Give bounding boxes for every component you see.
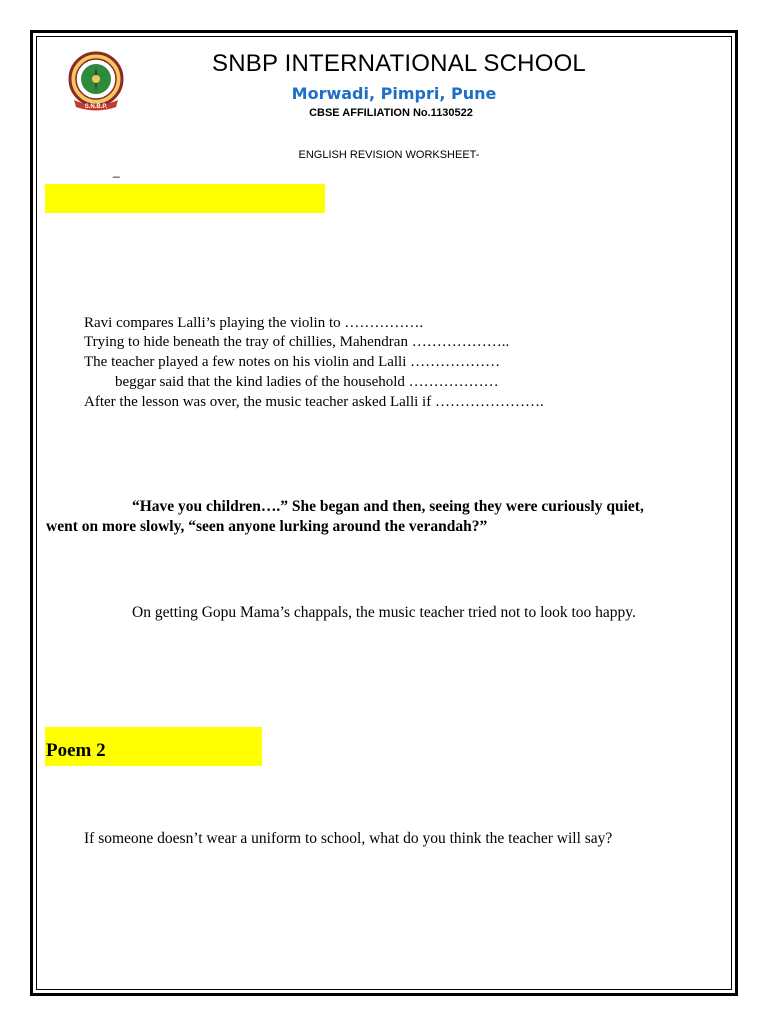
dash-mark: _ xyxy=(113,164,120,178)
quote-line-2: went on more slowly, “seen anyone lurking around the verandah?” xyxy=(46,518,488,535)
school-location: Morwadi, Pimpri, Pune xyxy=(291,84,497,103)
fill-blank-5: After the lesson was over, the music teacher asked Lalli if …………………. xyxy=(84,394,544,410)
school-name: SNBP INTERNATIONAL SCHOOL xyxy=(212,50,586,77)
fill-blank-3: The teacher played a few notes on his violin and Lalli ……………… xyxy=(84,354,501,370)
fill-blank-4: beggar said that the kind ladies of the household ……………… xyxy=(115,374,499,390)
affiliation-number: CBSE AFFILIATION No.1130522 xyxy=(309,107,473,119)
poem-heading: Poem 2 xyxy=(46,740,106,761)
logo-banner-text: S.N.B.P. xyxy=(84,104,108,110)
statement-text: On getting Gopu Mama’s chappals, the music teacher tried not to look too happy. xyxy=(132,604,636,621)
fill-blank-2: Trying to hide beneath the tray of chillies, Mahendran ……………….. xyxy=(84,334,510,350)
highlight-bar xyxy=(45,184,325,213)
poem-question: If someone doesn’t wear a uniform to school, what do you think the teacher will say? xyxy=(84,830,613,847)
worksheet-title: ENGLISH REVISION WORKSHEET- xyxy=(298,149,480,161)
fill-blank-1: Ravi compares Lalli’s playing the violin to ……………. xyxy=(84,315,424,331)
quote-line-1: “Have you children….” She began and then, seeing they were curiously quiet, xyxy=(132,498,644,515)
